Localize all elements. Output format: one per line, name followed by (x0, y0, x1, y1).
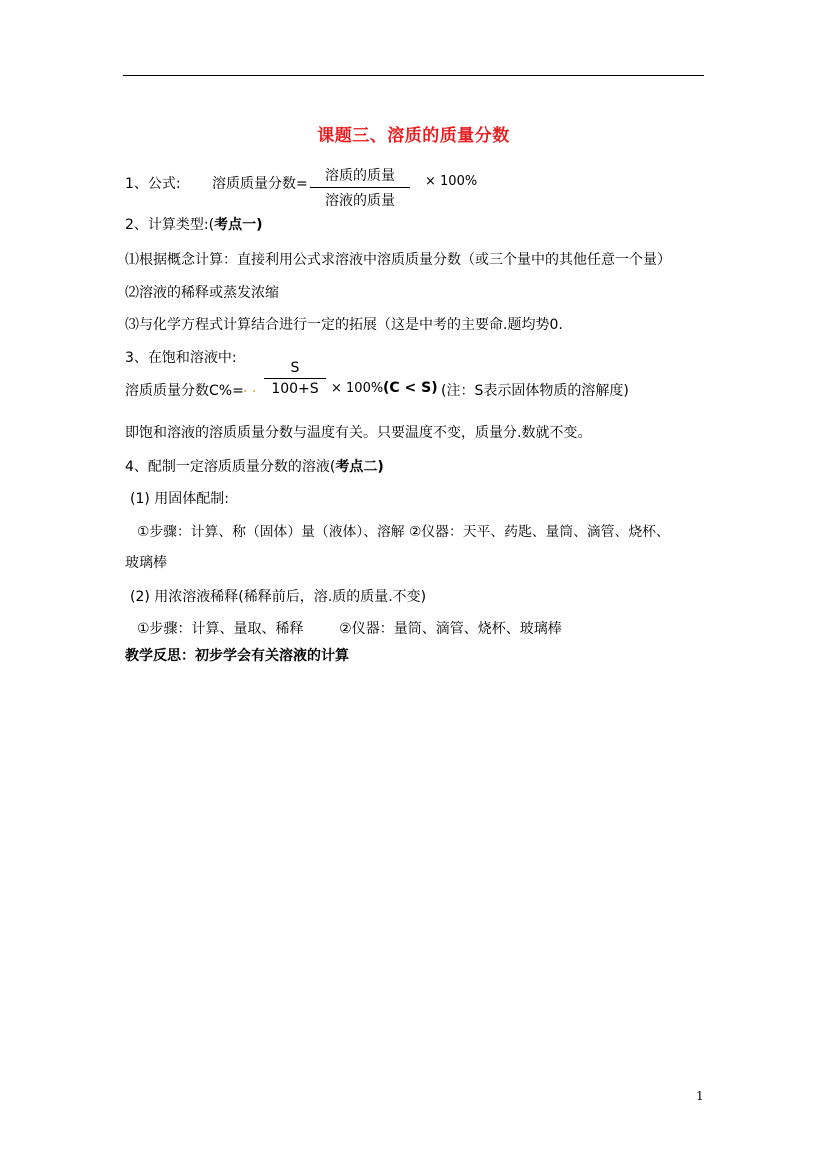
saturated-condition: (C < S) (383, 380, 438, 396)
page-title: 课题三、溶质的质量分数 (317, 126, 510, 146)
section-2-label: 2、计算类型:( (125, 217, 215, 233)
formula-dots: . . (243, 380, 257, 396)
part-2-title: (2) 用浓溶液稀释(稀释前后，溶.质的质量.不变) (130, 589, 427, 605)
fraction-denominator: 溶液的质量 (325, 193, 395, 209)
saturated-fraction-bar (264, 378, 326, 379)
saturated-numerator: S (290, 360, 300, 376)
section-3-label: 3、在饱和溶液中: (125, 350, 237, 366)
part-1-continuation: 玻璃棒 (125, 555, 167, 571)
saturated-note: (注：S表示固体物质的溶解度) (441, 383, 629, 399)
saturated-times: × 100% (331, 381, 384, 396)
keypoint-2: 考点二) (335, 459, 384, 475)
fraction-numerator: 溶质的质量 (325, 168, 395, 184)
section-1-label: 1、公式: (125, 176, 181, 192)
section-2-heading (125, 214, 263, 234)
part-2-line: ①步骤：计算、量取、稀释 ②仪器：量筒、滴管、烧杯、玻璃棒 (137, 621, 562, 637)
section-4-heading (125, 456, 384, 476)
saturated-lhs: 溶质质量分数C%= (125, 383, 244, 399)
formula-times: × 100% (425, 174, 478, 189)
formula-lhs: 溶质质量分数= (212, 176, 308, 192)
conclusion-text: 即饱和溶液的溶质质量分数与温度有关。只要温度不变，质量分.数就不变。 (125, 425, 592, 441)
header-rule (123, 75, 704, 76)
calc-type-item-1: ⑴根据概念计算：直接利用公式求溶液中溶质质量分数（或三个量中的其他任意一个量） (125, 252, 671, 268)
saturated-denominator: 100+S (271, 381, 319, 397)
saturated-fraction (264, 360, 326, 397)
section-4-label: 4、配制一定溶质质量分数的溶液( (125, 459, 336, 475)
page-number: 1 (696, 1089, 704, 1103)
teaching-reflection: 教学反思：初步学会有关溶液的计算 (125, 648, 349, 664)
part-1-title: (1) 用固体配制: (130, 491, 229, 507)
fraction-bar (310, 187, 410, 188)
part-1-line: ①步骤：计算、称（固体）量（液体）、溶解 ②仪器：天平、药匙、量筒、滴管、烧杯、 (137, 524, 670, 540)
calc-type-item-2: ⑵溶液的稀释或蒸发浓缩 (125, 285, 279, 301)
formula-fraction (310, 165, 410, 210)
calc-type-item-3: ⑶与化学方程式计算结合进行一定的拓展（这是中考的主要命.题均势0. (125, 317, 563, 333)
keypoint-1: 考点一) (214, 217, 263, 233)
